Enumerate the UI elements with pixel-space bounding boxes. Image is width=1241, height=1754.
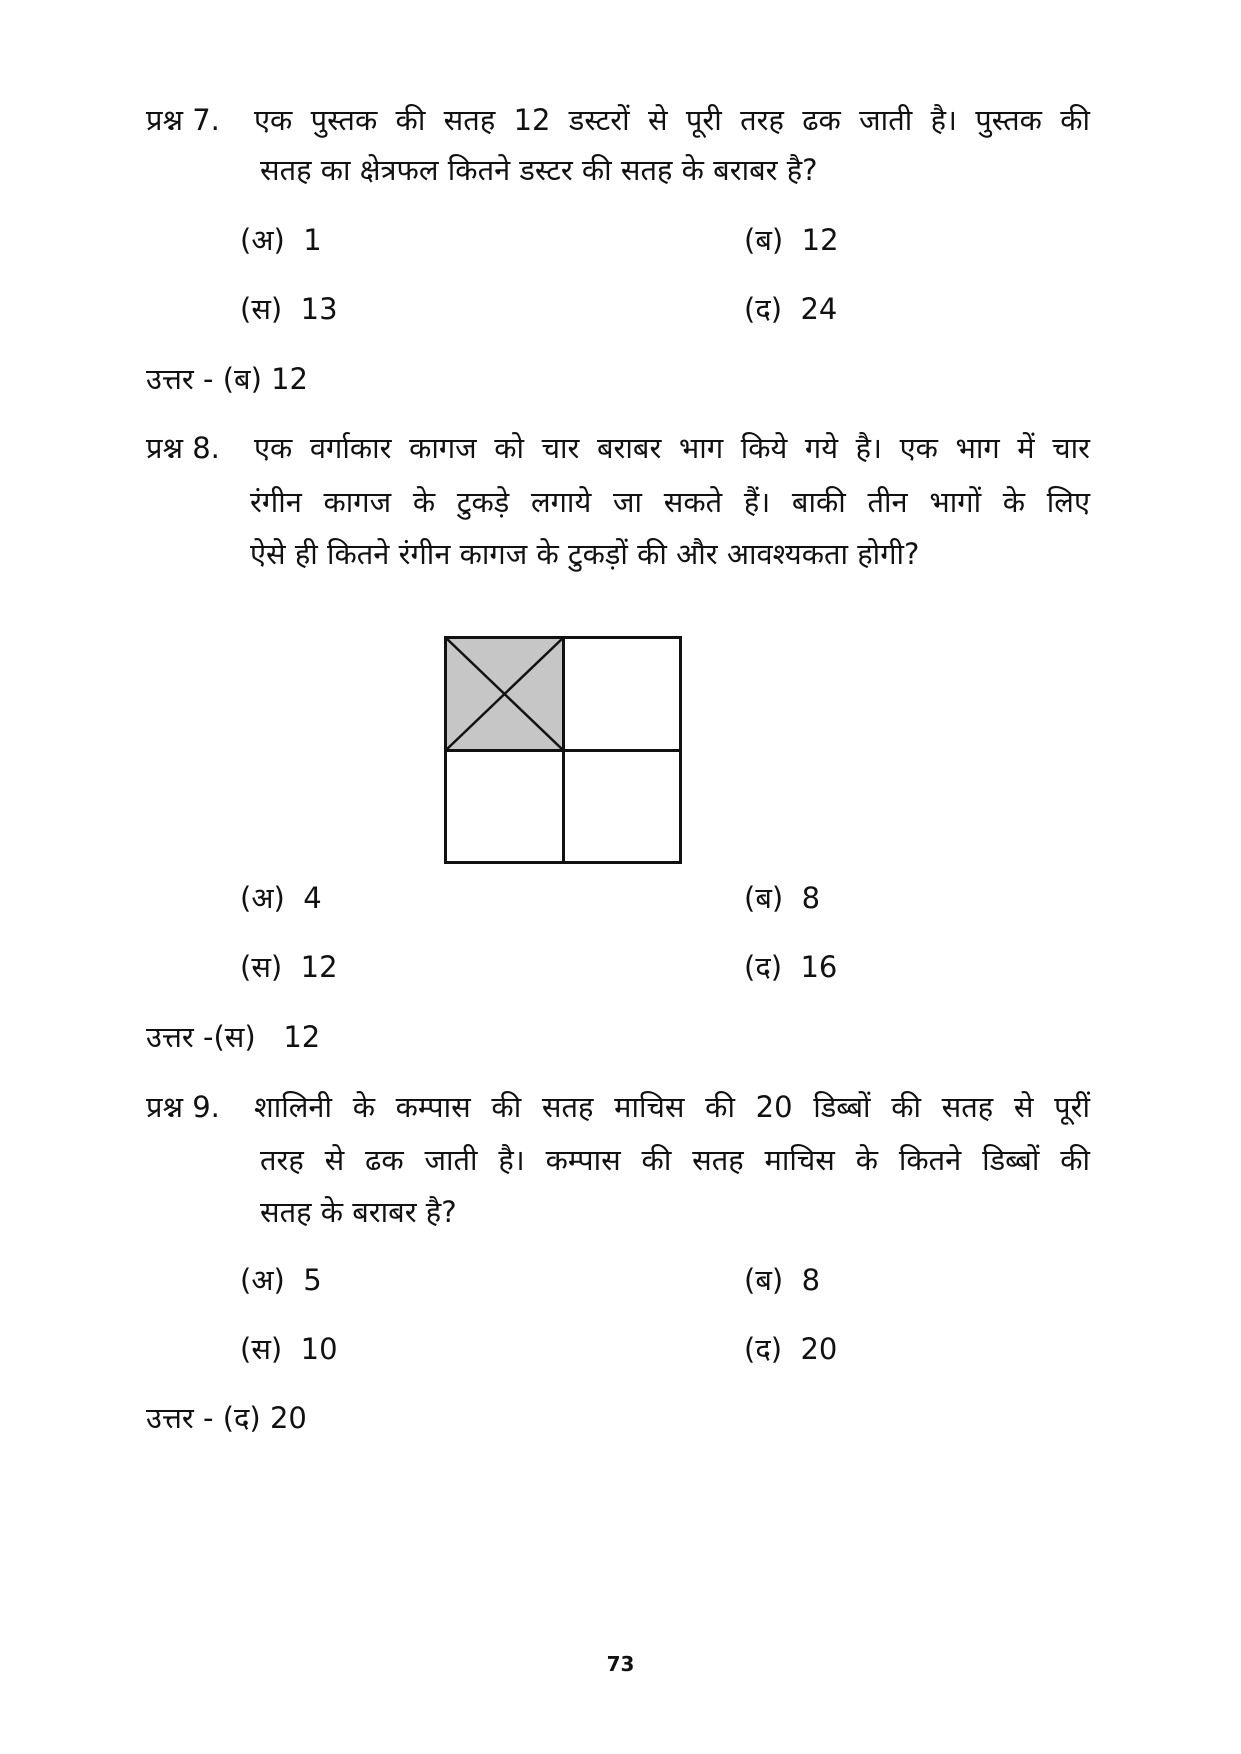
q8-answer: उत्तर -(स) 12 [146,1020,321,1054]
q9-option-c: (स) 10 [240,1332,338,1366]
q8-line3: ऐसे ही कितने रंगीन कागज के टुकड़ों की और आवश्यकता होगी? [250,537,920,571]
q9-option-b: (ब) 8 [744,1263,821,1297]
q8-option-d: (द) 16 [744,950,838,984]
q7-line1: एक पुस्तक की सतह 12 डस्टरों से पूरी तरह ढक जाती है। पुस्तक की [254,103,1090,137]
q7-option-a: (अ) 1 [240,223,322,257]
q7-prefix: प्रश्न 7. [146,103,220,137]
q9-line1: शालिनी के कम्पास की सतह माचिस की 20 डिब्बों की सतह से पूरीं [254,1090,1090,1124]
q9-answer: उत्तर - (द) 20 [146,1401,307,1435]
q9-option-a: (अ) 5 [240,1263,322,1297]
q8-option-a: (अ) 4 [240,881,322,915]
q7-option-c: (स) 13 [240,292,338,326]
q8-option-b: (ब) 8 [744,881,821,915]
q8-line1: एक वर्गाकार कागज को चार बराबर भाग किये गये है। एक भाग में चार [254,431,1090,465]
q9-option-d: (द) 20 [744,1332,838,1366]
q7-answer: उत्तर - (ब) 12 [146,362,308,396]
q9-prefix: प्रश्न 9. [146,1090,220,1124]
q8-line2: रंगीन कागज के टुकड़े लगाये जा सकते हैं। बाकी तीन भागों के लिए [250,485,1090,519]
q9-line2: तरह से ढक जाती है। कम्पास की सतह माचिस के कितने डिब्बों की [260,1143,1090,1177]
q8-prefix: प्रश्न 8. [146,431,220,465]
q8-option-c: (स) 12 [240,950,338,984]
q9-line3: सतह के बराबर है? [260,1195,457,1229]
page-number: 73 [606,1652,635,1676]
q7-option-b: (ब) 12 [744,223,839,257]
square-paper-figure [444,636,684,866]
q7-option-d: (द) 24 [744,292,838,326]
q7-line2: सतह का क्षेत्रफल कितने डस्टर की सतह के बराबर है? [260,153,818,187]
